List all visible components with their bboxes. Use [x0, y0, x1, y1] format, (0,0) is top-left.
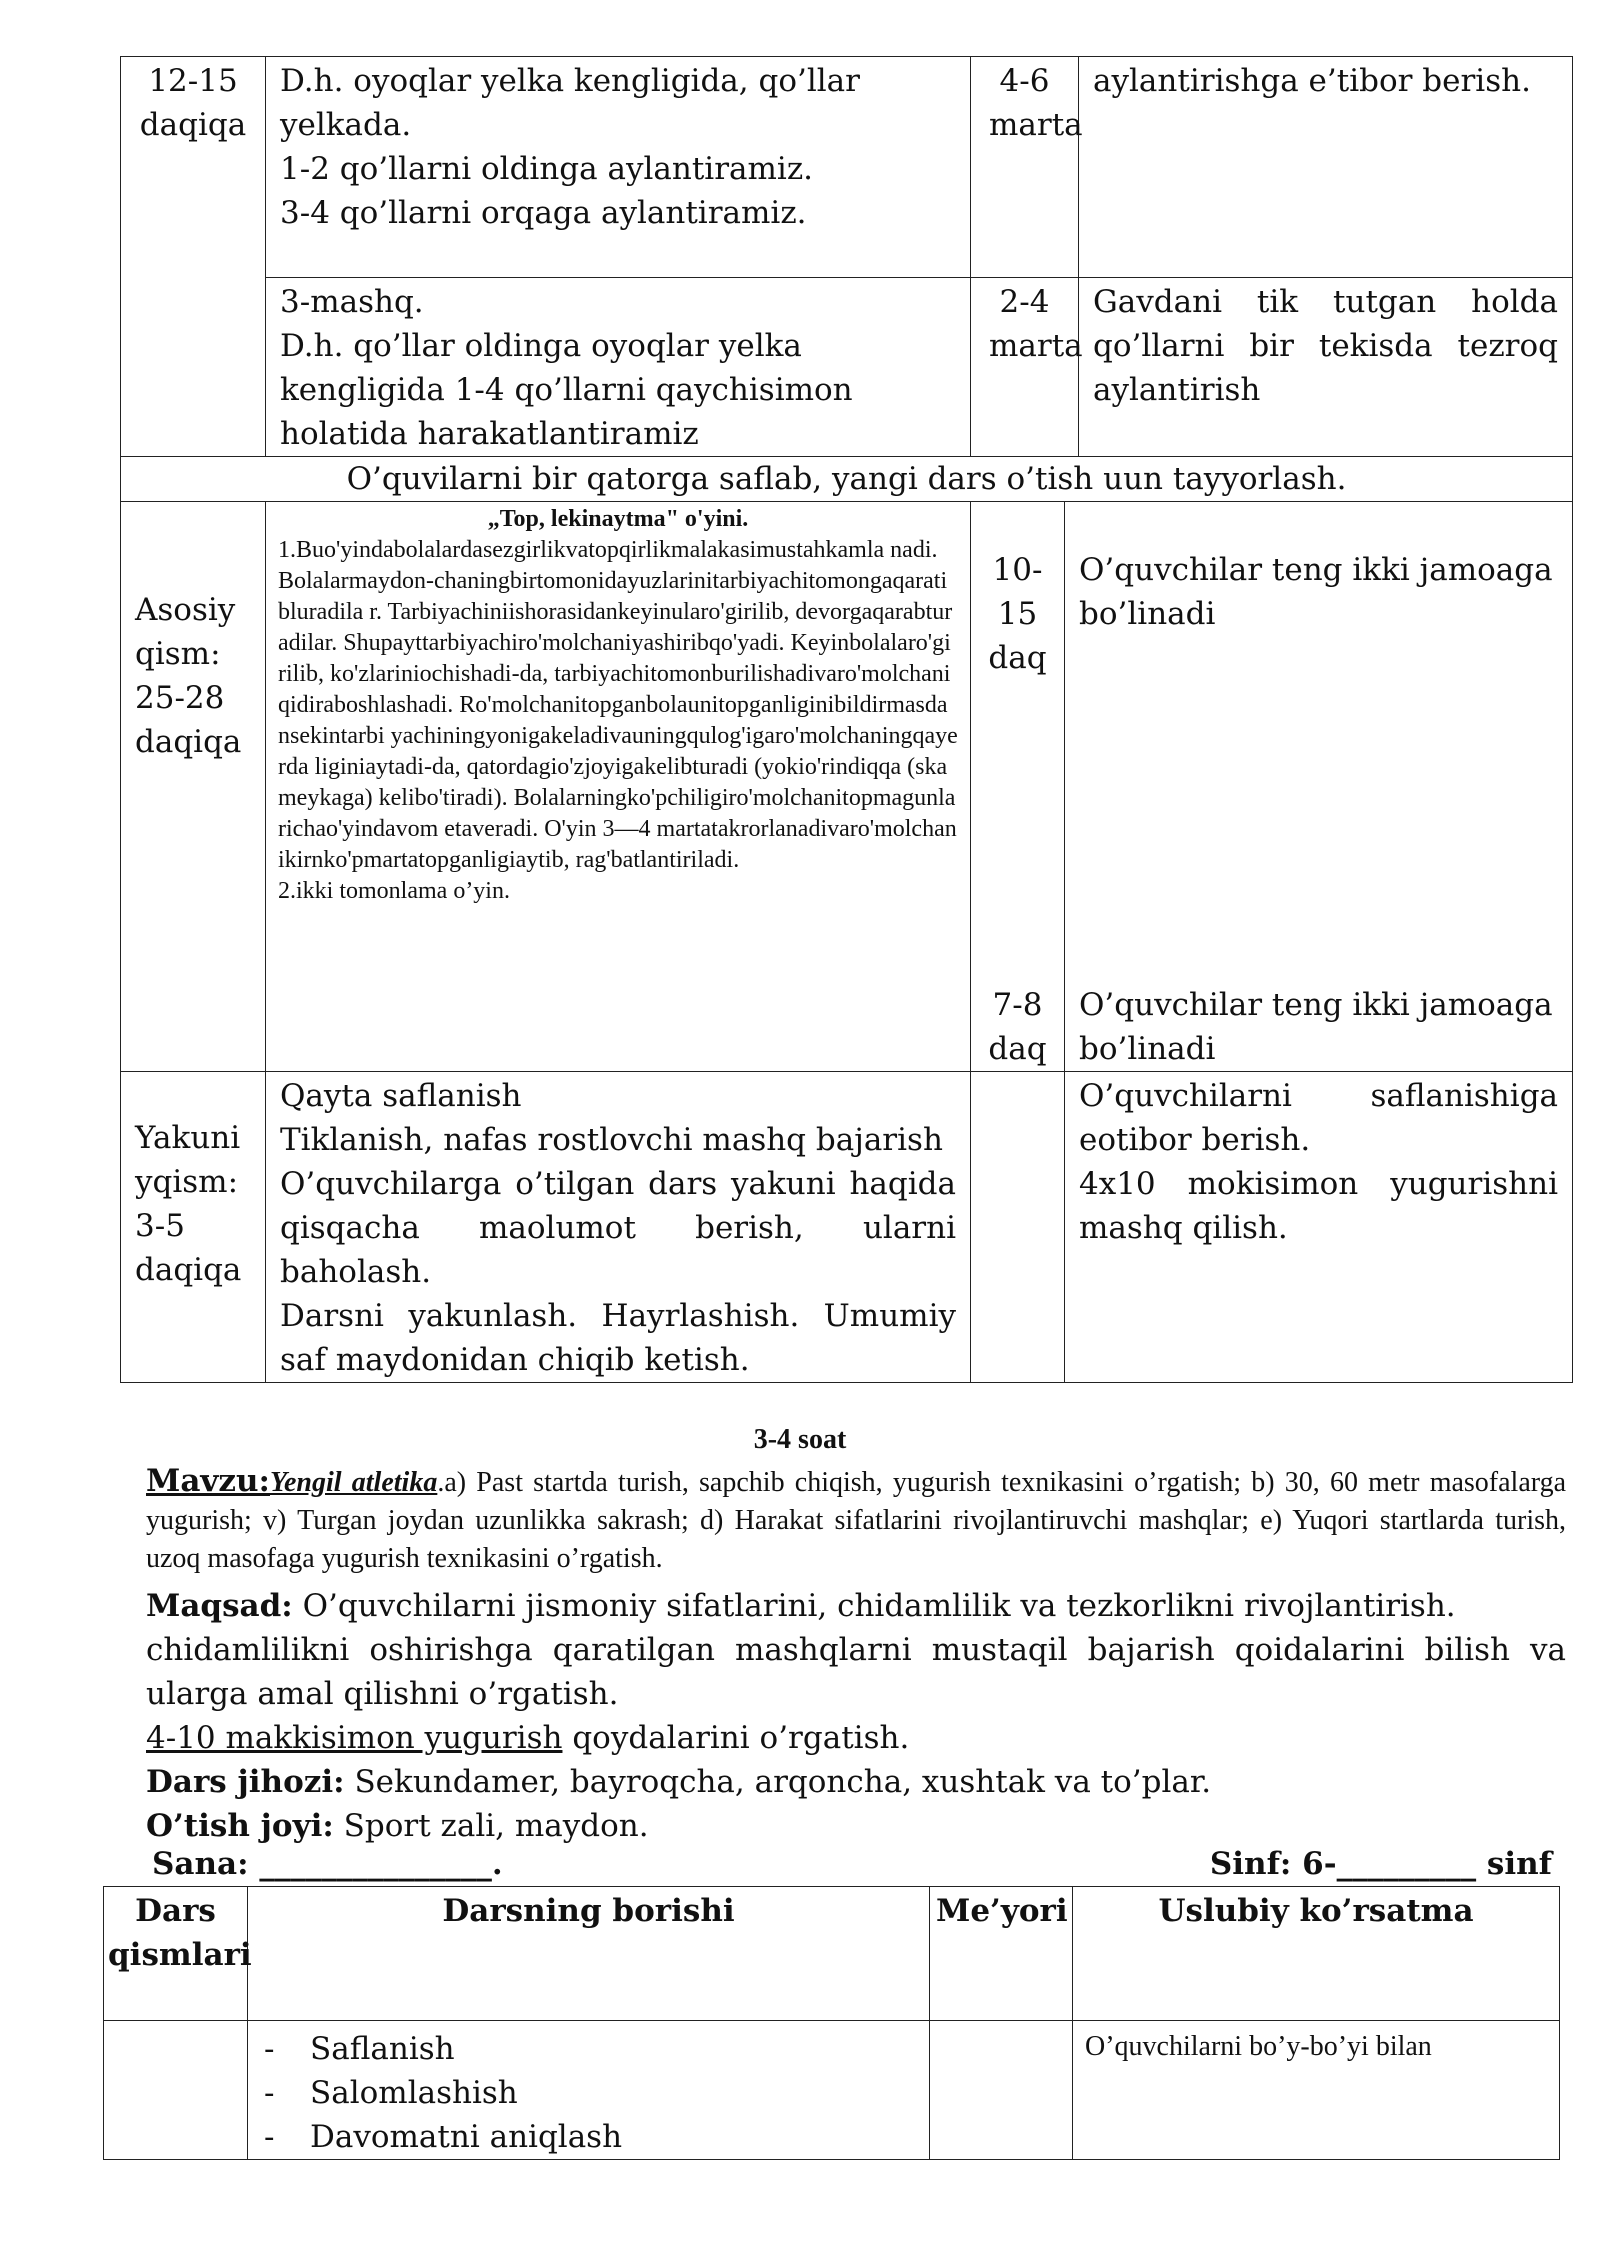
column-header: Uslubiy ko’rsatma	[1073, 1887, 1560, 2021]
note-text: O’quvchilarni bo’y-bo’yi bilan	[1085, 2031, 1432, 2062]
table-row	[121, 502, 1573, 1072]
topic-text: .a) Past startda turish, sapchib chiqish, yugurish texnikasini o’rgatish; b) 30, 60 metr masofalarga yugurish; v) Turgan joydan uzunlikka sakrash; d) Harakat sifatlarini rivojlantiruvchi mashqlar; e) Yuqori startlarda turish, uzoq masofaga yugurish texnikasini o’rgatish.	[146, 1467, 1567, 1574]
note-cell	[1079, 57, 1573, 278]
list-item: - Salomlashish	[262, 2071, 915, 2115]
final-cell	[266, 1072, 971, 1383]
note-cell	[1073, 2021, 1560, 2160]
class-field: Sinf: 6-_________ sinf	[1209, 1846, 1552, 1882]
note-cell	[1065, 502, 1573, 1072]
game-cell	[266, 502, 971, 1072]
final-line: O’quvchilarga o’tilgan dars yakuni haqida qisqacha maolumot berish, ularni baholash.	[280, 1166, 956, 1290]
note-text: O’quvchilar teng ikki jamoaga bo’linadi	[1079, 552, 1553, 632]
lesson-table-continued	[120, 56, 1573, 1383]
shuttle-run-text: qoydalarini o’rgatish.	[562, 1720, 910, 1756]
time-cell	[121, 57, 266, 457]
note-line: O’quvchilarni saflanishiga eotibor berish.	[1079, 1078, 1559, 1158]
table-row	[121, 278, 1573, 457]
part-cell	[104, 2021, 248, 2160]
exercise-line: 3-4 qo’llarni orqaga aylantiramiz.	[280, 195, 807, 231]
date-class-row	[152, 1846, 1552, 1882]
lesson-plan-table	[103, 1886, 1560, 2160]
steps-cell	[248, 2021, 930, 2160]
exercise-line: D.h. oyoqlar yelka kengligida, qo’llar yelkada.	[280, 63, 860, 143]
table-row	[121, 57, 1573, 278]
equipment-text: Sekundamer, bayroqcha, arqoncha, xushtak va to’plar.	[344, 1764, 1212, 1800]
note-text: Gavdani tik tutgan holda qo’llarni bir tekisda tezroq aylantirish	[1093, 284, 1559, 408]
topic-paragraph	[146, 1462, 1566, 1578]
norm-label: 10-15 daq	[988, 552, 1047, 676]
exercise-line: 1-2 qo’llarni oldinga aylantiramiz.	[280, 151, 814, 187]
norm-label: 2-4 marta	[989, 284, 1083, 364]
time-label: 12-15 daqiqa	[139, 63, 247, 143]
lesson-hours-title: 3-4 soat	[753, 1424, 847, 1455]
goal-label: Maqsad:	[146, 1588, 293, 1624]
table-header-row	[104, 1887, 1560, 2021]
final-line: Qayta saflanish	[280, 1078, 522, 1114]
game-text: 2.ikki tomonlama o’yin.	[278, 878, 510, 904]
part-cell	[121, 502, 266, 1072]
shuttle-run-line	[146, 1716, 1566, 1760]
exercise-cell	[266, 57, 971, 278]
equipment-line	[146, 1760, 1566, 1804]
note-text: O’quvchilar teng ikki jamoaga bo’linadi	[1079, 987, 1553, 1067]
part-label: Asosiy qism: 25-28 daqiqa	[135, 592, 242, 760]
exercise-line: 3-mashq.	[280, 284, 424, 320]
list-item: - Saflanish	[262, 2027, 915, 2071]
venue-label: O’tish joyi:	[146, 1808, 334, 1844]
norm-cell	[971, 278, 1083, 457]
list-item: - Davomatni aniqlash	[262, 2115, 915, 2159]
column-header: Dars qismlari	[104, 1887, 248, 2021]
part-label: Yakuni yqism: 3-5 daqiqa	[135, 1120, 242, 1288]
transition-text: O’quvilarni bir qatorga saflab, yangi dars o’tish uun tayyorlash.	[346, 461, 1347, 497]
exercise-line: D.h. qo’llar oldinga oyoqlar yelka kengligida 1-4 qo’llarni qaychisimon holatida harakatlantiramiz	[280, 328, 853, 452]
column-header: Darsning borishi	[248, 1887, 930, 2021]
note-line: 4x10 mokisimon yugurishni mashq qilish.	[1079, 1166, 1559, 1246]
transition-cell	[121, 457, 1573, 502]
goal-line	[146, 1584, 1566, 1628]
norm-cell	[971, 1072, 1065, 1383]
goal-text: O’quvchilarni jismoniy sifatlarini, chidamlilik va tezkorlikni rivojlantirish.	[292, 1588, 1456, 1624]
table-row	[121, 1072, 1573, 1383]
table-row	[104, 2021, 1560, 2160]
note-cell	[1065, 1072, 1573, 1383]
game-text: 1.Buo'yindabolalardasezgirlikvatopqirlikmalakasimustahkamla nadi. Bolalarmaydon-chaningbirtomonidayuzlarinitarbiyachitomongaqaratibluradila r. Tarbiyachiniishorasidankeyinularo'girilib, devorgaqarabturadilar. Shupayttarbiyachiro'molchaniyashiribqo'yadi. Keyinbolalaro'girilib, ko'zlariniochishadi-da, tarbiyachitomonburilishadivaro'molchaniqidiraboshlashadi. Ro'molchanitopganbolaunitopganliginibildirmasdansekintarbi yachiningyonigakeladivauningqulog'igaro'molchaningqayerda liginiaytadi-da, qatordagio'zjoyigakelibturadi (yokio'rindiqqa (skameykaga) kelibo'tiradi). Bolalarningko'pchiligiro'molchanitopmagunlarichao'yindavom etaveradi. O'yin 3—4 martatakrorlanadivaro'molchanikirnko'pmartatopganligiaytib, rag'batlantiriladi.	[278, 537, 958, 873]
equipment-label: Dars jihozi:	[146, 1764, 345, 1800]
shuttle-run-underlined: 4-10 makkisimon yugurish	[146, 1720, 563, 1756]
table-row	[121, 457, 1573, 502]
exercise-cell	[266, 278, 971, 457]
norm-label: 4-6 marta	[989, 63, 1083, 143]
note-text: aylantirishga e’tibor berish.	[1093, 63, 1531, 99]
final-line: Tiklanish, nafas rostlovchi mashq bajarish	[280, 1122, 943, 1158]
objectives-block	[146, 1584, 1566, 1848]
steps-list	[262, 2027, 915, 2159]
norm-cell	[971, 502, 1065, 1072]
norm-label: 7-8 daq	[988, 987, 1047, 1067]
topic-label: Mavzu:	[146, 1463, 270, 1499]
topic-name: Yengil atletika	[270, 1467, 438, 1498]
norm-cell	[930, 2021, 1073, 2160]
final-line: Darsni yakunlash. Hayrlashish. Umumiy saf maydonidan chiqib ketish.	[280, 1298, 956, 1378]
venue-line	[146, 1804, 1566, 1848]
date-field: Sana: _______________.	[152, 1846, 503, 1882]
note-cell	[1079, 278, 1573, 457]
venue-text: Sport zali, maydon.	[333, 1808, 649, 1844]
norm-cell	[971, 57, 1083, 278]
goal-line-2: chidamlilikni oshirishga qaratilgan mashqlarni mustaqil bajarish qoidalarini bilish va ularga amal qilishni o’rgatish.	[146, 1632, 1566, 1712]
game-title: „Top, lekinaytma" o'yini.	[487, 506, 749, 532]
column-header: Me’yori	[930, 1887, 1073, 2021]
part-cell	[121, 1072, 266, 1383]
